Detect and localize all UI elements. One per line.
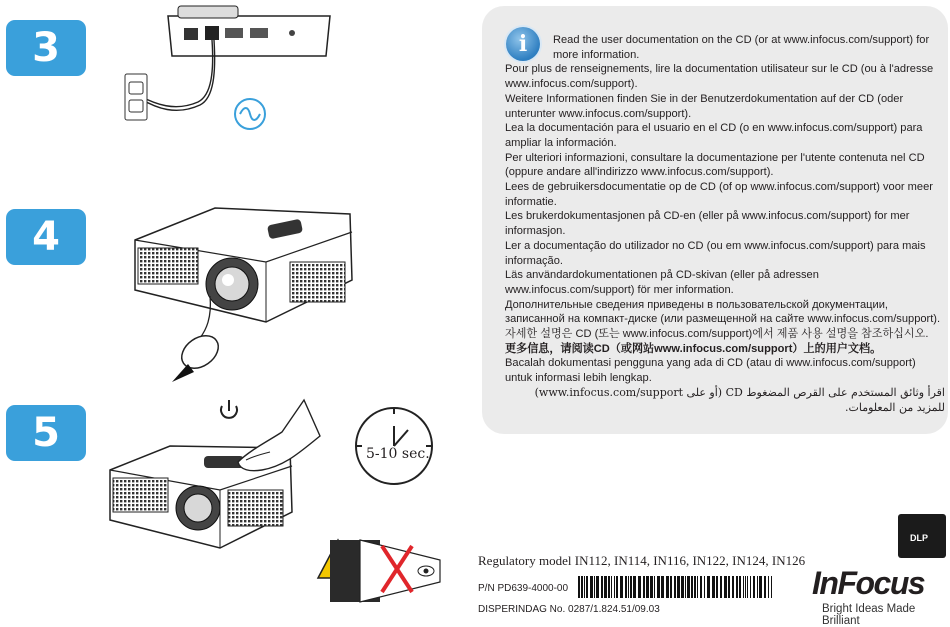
notice-english: Read the user documentation on the CD (or at www.infocus.com/support) for more information. [553,34,930,61]
barcode-bar [694,576,696,598]
notice-swedish: Läs användardokumentationen på CD-skivan (eller på adressen www.infocus.com/support) för mer information. [505,269,819,296]
barcode-bar [753,576,755,598]
notice-german: Weitere Informationen finden Sie in der Benutzerdokumentation auf der CD (oder unterunter www.infocus.com/support). [505,92,904,120]
barcode-bar [712,576,715,598]
projector-rear-illustration [168,6,330,56]
barcode-bar [586,576,588,598]
barcode-bar [638,576,641,598]
barcode-bar [728,576,730,598]
info-icon: i [506,27,540,61]
barcode-bar [666,576,669,598]
barcode-bar [661,576,664,598]
do-not-look-into-lens-icon [330,540,440,602]
notice-spanish: Lea la documentación para el usuario en el CD (o en www.infocus.com/support) para ampliar la información. [505,122,923,149]
barcode-bar [646,576,649,598]
wall-outlet-illustration [125,74,147,120]
barcode-bar [771,576,772,598]
barcode-bar [670,576,672,598]
part-number: P/N PD639-4000-00 [478,583,569,594]
timer-label: 5-10 sec. [366,446,430,462]
notice-italian: Per ulteriori informazioni, consultare la documentazione per l'utente contenuta nel CD (oppure andare all'indirizzo www.infocus.com/support). [505,151,925,179]
barcode-bar [750,576,751,598]
setup-illustrations [0,0,480,620]
barcode-bar [677,576,680,598]
barcode-bar [743,576,744,598]
barcode-bar [685,576,686,598]
power-button-icon [221,400,237,418]
barcode-bar [691,576,693,598]
barcode-bar [704,576,705,598]
brand-tagline: Bright Ideas Made Brilliant [822,603,916,627]
barcode-bar [745,576,746,598]
barcode-bar [625,576,627,598]
barcode-bar [724,576,727,598]
barcode-bar [616,576,618,598]
notice-chinese: 更多信息，请阅读CD（或网站www.infocus.com/support）上的用户文档。 [505,342,882,355]
projector-front-illustration [135,208,352,322]
barcode-bar [707,576,710,598]
notice-russian: Дополнительные сведения приведены в пользовательской документации, записанной на компакт-диске (или размещенной на сайте www.infocus.com/support). [505,298,941,326]
barcode-bar [687,576,690,598]
documentation-notice [505,33,945,415]
notice-norwegian: Les brukerdokumentasjonen på CD-en (eller på www.infocus.com/support) for mer informasjon. [505,210,910,238]
barcode-bar [604,576,607,598]
dlp-label: DLP [910,533,928,543]
barcode-bar [608,576,610,598]
barcode-bar [584,576,585,598]
barcode-bar [720,576,722,598]
barcode-bar [757,576,758,598]
barcode-bar [736,576,738,598]
notice-dutch: Lees de gebruikersdocumentatie op de CD (of op www.infocus.com/support) voor meer informatie. [505,181,933,208]
barcode-bar [700,576,702,598]
barcode-bar [681,576,684,598]
barcode-bar [611,576,612,598]
barcode-bar [674,576,676,598]
barcode-bar [614,576,615,598]
barcode-bar [581,576,583,598]
barcode [578,576,774,598]
step-badge-3: 3 [6,20,86,76]
step-badge-4: 4 [6,209,86,265]
barcode-bar [747,576,748,598]
hand-pressing-illustration [238,400,320,471]
barcode-bar [590,576,593,598]
barcode-bar [596,576,599,598]
notice-korean: 자세한 설명은 CD (또는 www.infocus.com/support)에서 제품 사용 설명을 참조하십시오. [505,328,929,341]
barcode-bar [739,576,741,598]
notice-portuguese: Ler a documentação do utilizador no CD (ou em www.infocus.com/support) para mais informação. [505,239,926,267]
barcode-bar [732,576,734,598]
barcode-bar [594,576,595,598]
barcode-bar [630,576,632,598]
step-badge-5: 5 [6,405,86,461]
barcode-bar [768,576,769,598]
barcode-bar [628,576,629,598]
barcode-bar [764,576,766,598]
barcode-bar [633,576,636,598]
barcode-bar [654,576,655,598]
barcode-bar [643,576,645,598]
barcode-bar [578,576,580,598]
barcode-bar [601,576,603,598]
infocus-logo: InFocus [812,565,925,601]
disperindag-number: DISPERINDAG No. 0287/1.824.51/09.03 [478,604,660,615]
barcode-bar [716,576,718,598]
ac-power-icon [235,99,265,129]
barcode-bar [657,576,660,598]
notice-french: Pour plus de renseignements, lire la documentation utilisateur sur le CD (ou à l'adresse www.infocus.com/support). [505,63,934,91]
barcode-bar [650,576,653,598]
barcode-bar [759,576,762,598]
notice-indonesian: Bacalah dokumentasi pengguna yang ada di CD (atau di www.infocus.com/support) untuk informasi lebih lengkap. [505,357,916,385]
notice-arabic: اقرأ وثائق المستخدم على القرص المضغوط CD (أو على www.infocus.com/support) للمزيد من المعلومات. [534,385,945,414]
barcode-bar [697,576,698,598]
barcode-bar [620,576,623,598]
regulatory-model: Regulatory model IN112, IN114, IN116, IN122, IN124, IN126 [478,553,806,568]
